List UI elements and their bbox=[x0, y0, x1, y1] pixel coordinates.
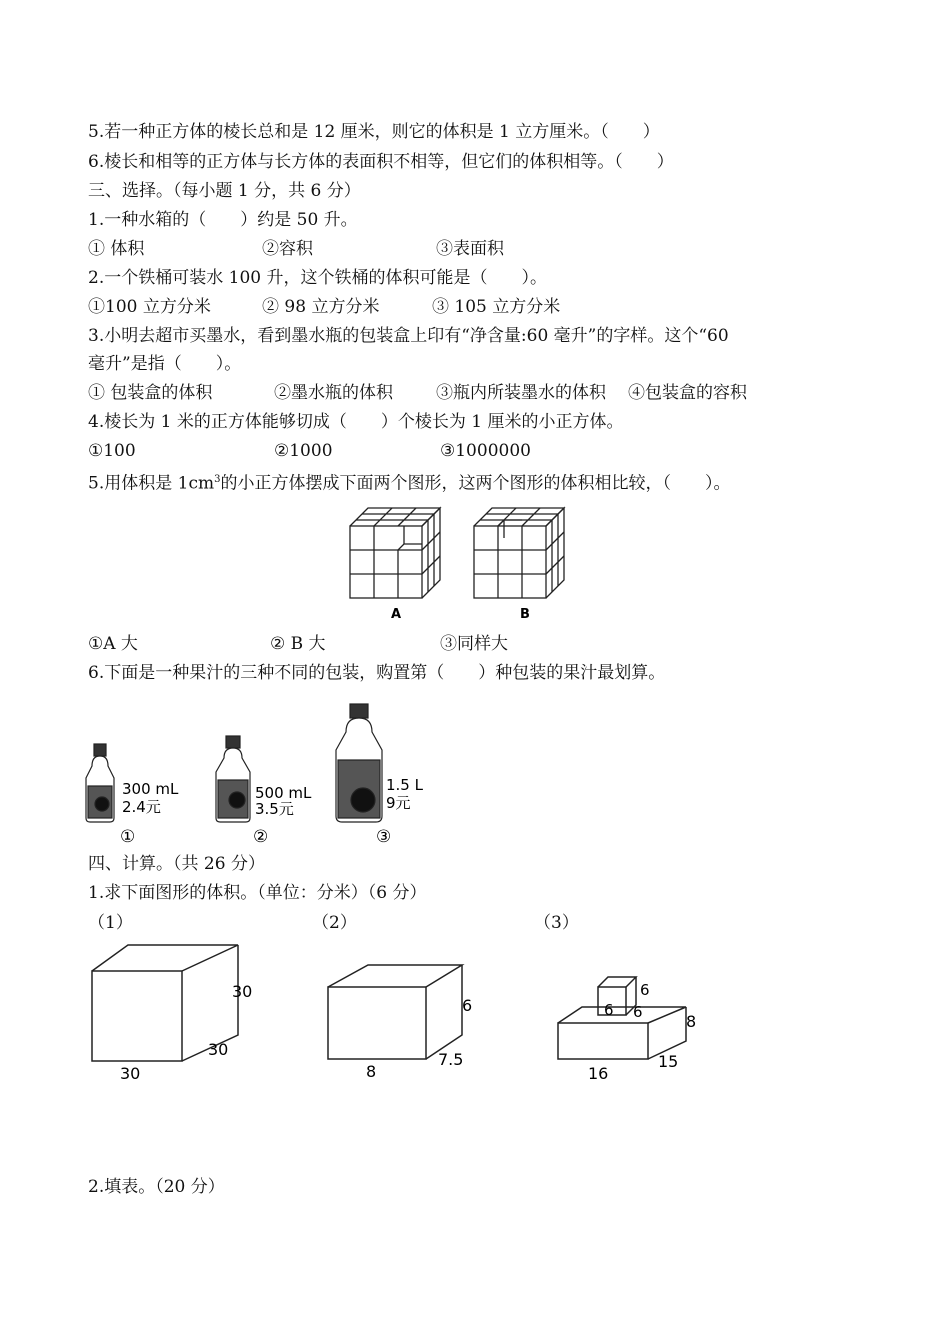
cuboid-6-8-7.5 bbox=[328, 965, 462, 1059]
choice-question-4: 4.棱长为 1 米的正方体能够切成（ ）个棱长为 1 厘米的小正方体。 bbox=[88, 412, 624, 432]
choice-2-option-1: ①100 立方分米 bbox=[88, 297, 211, 317]
small-cube-dim-front: 6 bbox=[604, 1001, 614, 1019]
judge-question-5: 5.若一种正方体的棱长总和是 12 厘米，则它的体积是 1 立方厘米。（ ） bbox=[88, 122, 660, 142]
choice-1-option-3: ③表面积 bbox=[436, 239, 504, 259]
cuboid-dim-height: 6 bbox=[462, 996, 473, 1015]
bottle-2-volume: 500 mL bbox=[255, 784, 312, 802]
choice-1-option-1: ① 体积 bbox=[88, 239, 145, 259]
juice-bottles bbox=[80, 700, 450, 852]
choice-5-option-3: ③同样大 bbox=[440, 634, 508, 654]
volume-figures bbox=[80, 935, 720, 1085]
cube-dim-depth: 30 bbox=[208, 1040, 229, 1059]
big-box-dim-width: 15 bbox=[658, 1052, 679, 1071]
bottle-3-mark: ③ bbox=[376, 827, 392, 847]
small-cube-dim-top: 6 bbox=[640, 981, 650, 999]
calc-question-2: 2.填表。（20 分） bbox=[88, 1177, 225, 1197]
combined-solid bbox=[558, 977, 686, 1059]
big-box-dim-length: 16 bbox=[588, 1064, 609, 1083]
choice-3-option-1: ① 包装盒的体积 bbox=[88, 383, 213, 403]
choice-question-2: 2.一个铁桶可装水 100 升，这个铁桶的体积可能是（ ）。 bbox=[88, 268, 547, 288]
bottle-3-volume: 1.5 L bbox=[386, 776, 423, 794]
choice-question-3-line-2: 毫升”是指（ ）。 bbox=[88, 354, 242, 374]
choice-4-option-3: ③1000000 bbox=[440, 441, 531, 461]
choice-question-3-line-1: 3.小明去超市买墨水，看到墨水瓶的包装盒上印有“净含量:60 毫升”的字样。这个“60 bbox=[88, 326, 729, 346]
figure-1-label: （1） bbox=[88, 913, 133, 933]
bottle-2-price: 3.5元 bbox=[255, 800, 294, 818]
choice-5-option-2: ② B 大 bbox=[270, 634, 326, 654]
cube-figure-b bbox=[474, 508, 564, 598]
bottle-3 bbox=[336, 704, 382, 822]
bottle-1-price: 2.4元 bbox=[122, 798, 161, 816]
small-cube-dim-side: 6 bbox=[633, 1003, 643, 1021]
choice-3-option-2: ②墨水瓶的体积 bbox=[274, 383, 393, 403]
section-3-title: 三、选择。（每小题 1 分，共 6 分） bbox=[88, 181, 361, 201]
bottle-1-volume: 300 mL bbox=[122, 780, 179, 798]
choice-3-option-4: ④包装盒的容积 bbox=[628, 383, 747, 403]
bottle-2 bbox=[216, 736, 250, 822]
cube-dim-width: 30 bbox=[120, 1064, 141, 1083]
choice-question-6: 6.下面是一种果汁的三种不同的包装，购置第（ ）种包装的果汁最划算。 bbox=[88, 663, 666, 683]
choice-question-1: 1.一种水箱的（ ）约是 50 升。 bbox=[88, 210, 358, 230]
cube-figure-a bbox=[350, 508, 440, 598]
section-4-title: 四、计算。（共 26 分） bbox=[88, 854, 265, 874]
choice-5-text-prefix: 5.用体积是 1cm bbox=[88, 473, 215, 494]
big-box-dim-height: 8 bbox=[686, 1012, 697, 1031]
choice-question-5 bbox=[88, 469, 730, 495]
calc-question-1: 1.求下面图形的体积。（单位：分米）（6 分） bbox=[88, 883, 427, 903]
choice-2-option-3: ③ 105 立方分米 bbox=[432, 297, 561, 317]
choice-5-text-suffix: 的小正方体摆成下面两个图形，这两个图形的体积相比较，（ ）。 bbox=[220, 473, 731, 494]
figure-label-a: A bbox=[390, 607, 402, 622]
cuboid-dim-width: 7.5 bbox=[438, 1050, 464, 1069]
figure-2-label: （2） bbox=[312, 913, 357, 933]
choice-1-option-2: ②容积 bbox=[262, 239, 313, 259]
figure-label-b: B bbox=[520, 607, 530, 622]
choice-4-option-1: ①100 bbox=[88, 441, 136, 461]
figure-3-label: （3） bbox=[534, 913, 579, 933]
choice-3-option-3: ③瓶内所装墨水的体积 bbox=[436, 383, 606, 403]
cube-dim-height: 30 bbox=[232, 982, 253, 1001]
choice-2-option-2: ② 98 立方分米 bbox=[262, 297, 380, 317]
bottle-1 bbox=[86, 744, 114, 822]
judge-question-6: 6.棱长和相等的正方体与长方体的表面积不相等，但它们的体积相等。（ ） bbox=[88, 152, 674, 172]
choice-5-option-1: ①A 大 bbox=[88, 634, 138, 654]
bottle-1-mark: ① bbox=[120, 827, 136, 847]
cube-figures bbox=[340, 496, 600, 626]
bottle-3-price: 9元 bbox=[386, 794, 411, 812]
choice-5-superscript: 3 bbox=[214, 474, 221, 485]
choice-4-option-2: ②1000 bbox=[274, 441, 333, 461]
cuboid-dim-length: 8 bbox=[366, 1062, 377, 1081]
bottle-2-mark: ② bbox=[253, 827, 269, 847]
